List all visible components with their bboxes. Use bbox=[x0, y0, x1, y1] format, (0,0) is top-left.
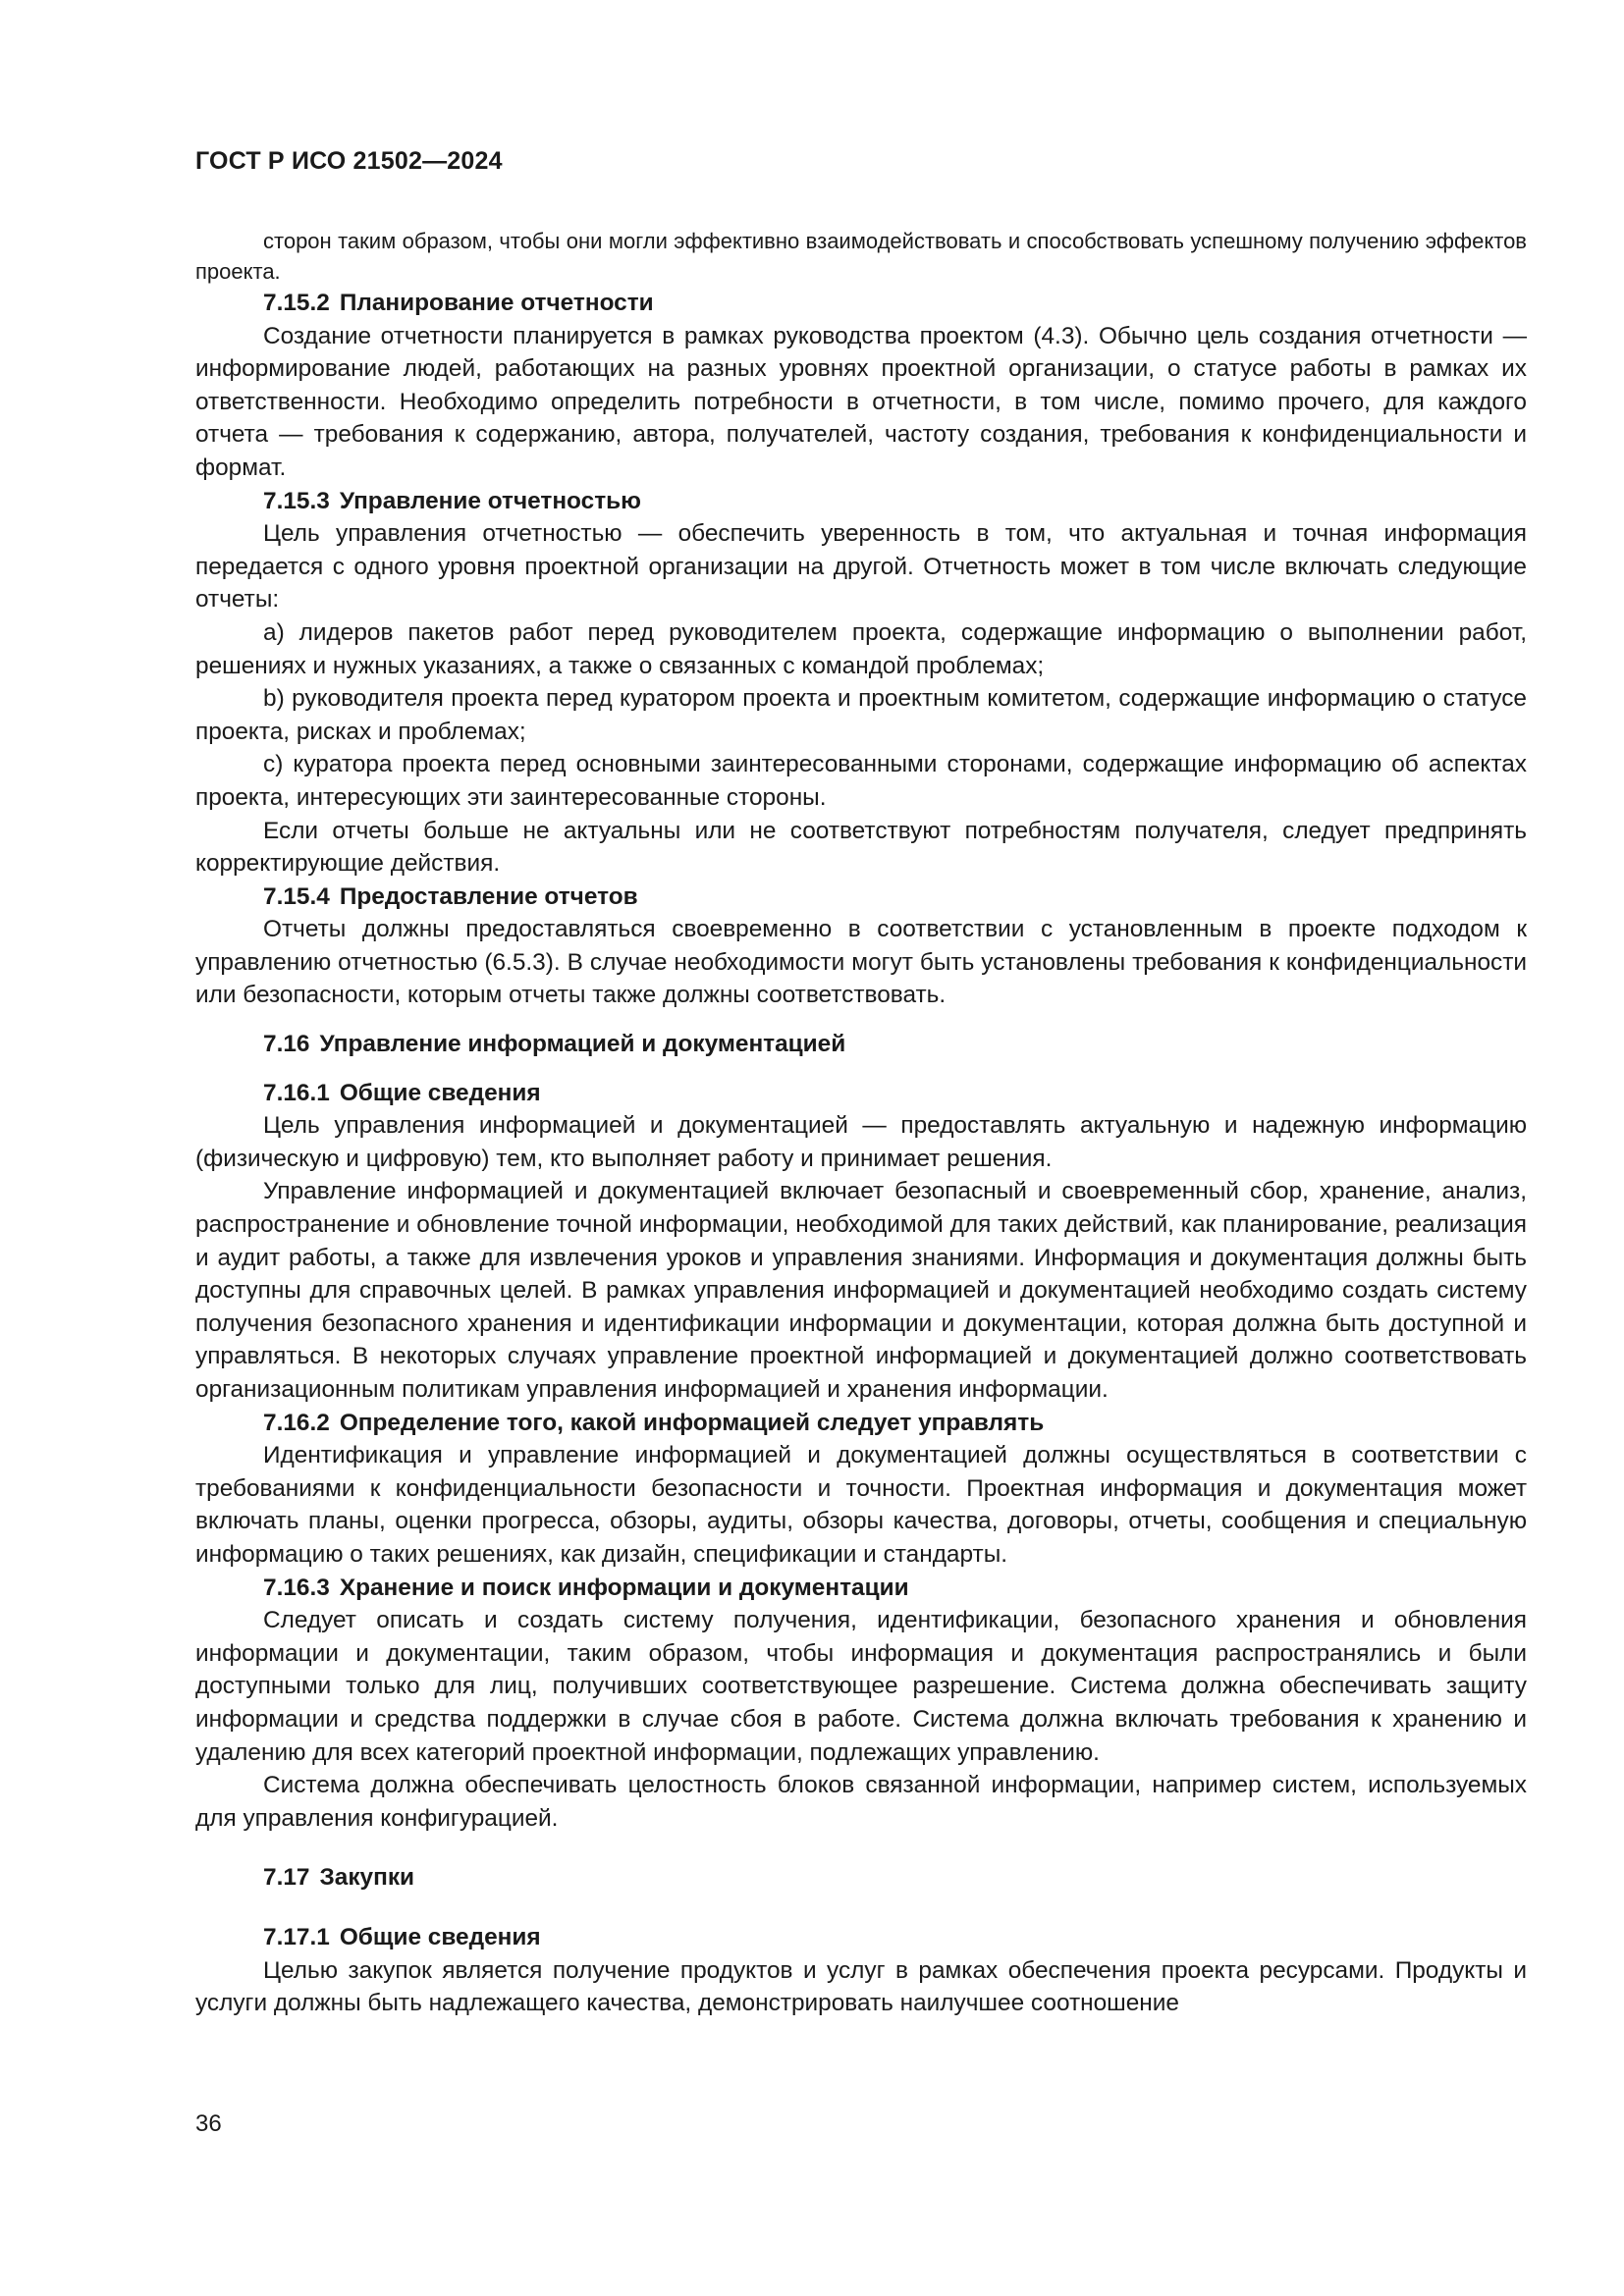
section-title: Определение того, какой информацией следует управлять bbox=[339, 1409, 1045, 1436]
paragraph: Следует описать и создать систему получения, идентификации, безопасного хранения и обновления информации и документации, таким образом, чтобы информация и документация распространялись и были доступными только для лиц, получивших соответствующее разрешение. Система должна обеспечивать защиту информации и средства поддержки в случае сбоя в работе. Система должна включать требования к хранению и удалению для всех категорий проектной информации, подлежащих управлению. bbox=[195, 1607, 1527, 1766]
paragraph: Управление информацией и документацией включает безопасный и своевременный сбор, хранение, анализ, распространение и обновление точной информации, необходимой для таких действий, как планирование, реализация и аудит работы, а также для извлечения уроков и управления знаниями. Информация и документация должны быть доступны для справочных целей. В рамках управления информацией и документацией необходимо создать систему получения безопасного хранения и идентификации информации и документации, которая должна быть доступной и управляться. В некоторых случаях управление проектной информацией и документацией должно соответствовать организационным политикам управления информацией и хранения информации. bbox=[195, 1178, 1527, 1403]
section-title: Хранение и поиск информации и документации bbox=[339, 1574, 909, 1601]
section-title: Общие сведения bbox=[339, 1923, 541, 1950]
heading-7-16-2 bbox=[195, 1407, 1527, 1440]
heading-7-17 bbox=[195, 1861, 1527, 1895]
section-title: Общие сведения bbox=[339, 1079, 541, 1106]
heading-7-17-1 bbox=[195, 1921, 1527, 1954]
document-body bbox=[195, 226, 1527, 2020]
heading-7-16-3 bbox=[195, 1572, 1527, 1605]
heading-7-15-2 bbox=[195, 287, 1527, 320]
paragraph: Целью закупок является получение продуктов и услуг в рамках обеспечения проекта ресурсами. Продукты и услуги должны быть надлежащего качества, демонстрировать наилучшее соотношение bbox=[195, 1956, 1527, 2017]
heading-7-15-3 bbox=[195, 485, 1527, 518]
section-number: 7.16.3 bbox=[263, 1574, 330, 1601]
heading-7-15-4 bbox=[195, 881, 1527, 914]
paragraph: Цель управления информацией и документацией — предоставлять актуальную и надежную информацию (физическую и цифровую) тем, кто выполняет работу и принимает решения. bbox=[195, 1112, 1527, 1172]
section-number: 7.15.4 bbox=[263, 882, 330, 910]
section-title: Закупки bbox=[319, 1864, 415, 1892]
paragraph: Цель управления отчетностью — обеспечить уверенность в том, что актуальная и точная информация передается с одного уровня проектной организации на другой. Отчетность может в том числе включать следующие отчеты: bbox=[195, 520, 1527, 614]
section-title: Планирование отчетности bbox=[339, 290, 654, 316]
section-number: 7.17 bbox=[263, 1864, 310, 1892]
section-number: 7.17.1 bbox=[263, 1923, 330, 1950]
heading-7-16 bbox=[195, 1028, 1527, 1061]
list-item-b: b) руководителя проекта перед куратором проекта и проектным комитетом, содержащие информацию о статусе проекта, рисках и проблемах; bbox=[195, 685, 1527, 745]
section-number: 7.15.2 bbox=[263, 290, 330, 316]
section-number: 7.15.3 bbox=[263, 487, 330, 514]
heading-7-16-1 bbox=[195, 1077, 1527, 1110]
list-item-c: с) куратора проекта перед основными заинтересованными сторонами, содержащие информацию об аспектах проекта, интересующих эти заинтересованные стороны. bbox=[195, 751, 1527, 811]
section-number: 7.16.1 bbox=[263, 1079, 330, 1106]
page-number: 36 bbox=[195, 2110, 222, 2137]
section-title: Предоставление отчетов bbox=[339, 882, 638, 910]
paragraph: Если отчеты больше не актуальны или не соответствуют потребностям получателя, следует предпринять корректирующие действия. bbox=[195, 817, 1527, 878]
section-number: 7.16.2 bbox=[263, 1409, 330, 1436]
list-item-a: а) лидеров пакетов работ перед руководителем проекта, содержащие информацию о выполнении работ, решениях и нужных указаниях, а также о связанных с командой проблемах; bbox=[195, 618, 1527, 679]
section-title: Управление отчетностью bbox=[339, 487, 641, 514]
section-number: 7.16 bbox=[263, 1031, 310, 1058]
paragraph: Отчеты должны предоставляться своевременно в соответствии с установленным в проекте подходом к управлению отчетностью (6.5.3). В случае необходимости могут быть установлены требования к конфиденциальности или безопасности, которым отчеты также должны соответствовать. bbox=[195, 916, 1527, 1009]
section-title: Управление информацией и документацией bbox=[319, 1031, 846, 1058]
document-header: ГОСТ Р ИСО 21502—2024 bbox=[195, 147, 503, 175]
paragraph: Создание отчетности планируется в рамках руководства проектом (4.3). Обычно цель создания отчетности — информирование людей, работающих на разных уровнях проектной организации, о статусе работы в рамках их ответственности. Необходимо определить потребности в отчетности, в том числе, помимо прочего, для каждого отчета — требования к содержанию, автора, получателей, частоту создания, требования к конфиденциальности и формат. bbox=[195, 322, 1527, 481]
paragraph: Идентификация и управление информацией и документацией должны осуществляться в соответствии с требованиями к конфиденциальности безопасности и точности. Проектная информация и документация может включать планы, оценки прогресса, обзоры, аудиты, обзоры качества, договоры, отчеты, сообщения и специальную информацию о таких решениях, как дизайн, спецификации и стандарты. bbox=[195, 1442, 1527, 1568]
paragraph: Система должна обеспечивать целостность блоков связанной информации, например систем, используемых для управления конфигурацией. bbox=[195, 1772, 1527, 1832]
intro-paragraph: сторон таким образом, чтобы они могли эффективно взаимодействовать и способствовать успешному получению эффектов проекта. bbox=[195, 229, 1527, 284]
